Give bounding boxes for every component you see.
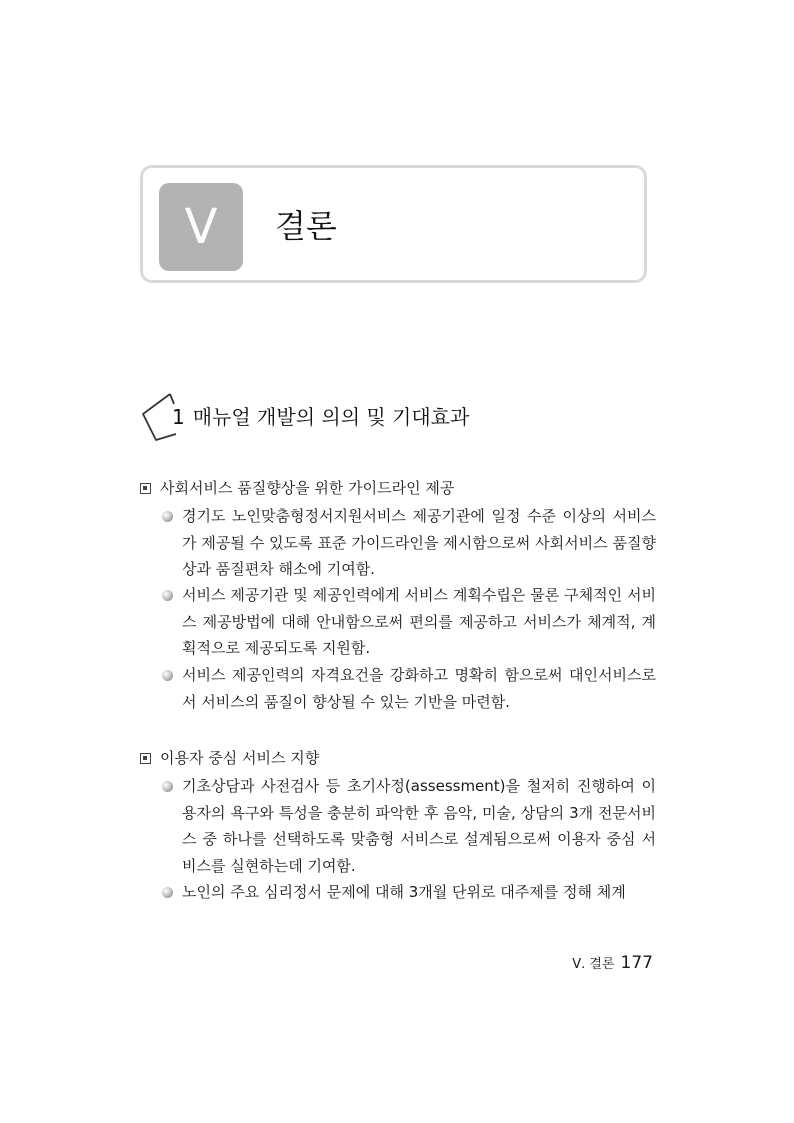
page-number: 177 xyxy=(620,953,653,973)
section-title xyxy=(172,404,469,430)
chapter-title: 결론 xyxy=(275,207,337,245)
section-number: 1 xyxy=(172,405,185,429)
list-item: 노인의 주요 심리정서 문제에 대해 3개월 단위로 대주제를 정해 체계 xyxy=(162,879,656,906)
sphere-bullet-icon xyxy=(162,887,173,898)
group-heading: 사회서비스 품질향상을 위한 가이드라인 제공 xyxy=(140,478,454,498)
list-item: 기초상담과 사전검사 등 초기사정(assessment)을 철저히 진행하여 이용자의 욕구와 특성을 충분히 파악한 후 음악, 미술, 상담의 3개 전문서비스 중 하나를 선택하도록 맞춤형 서비스로 설계됨으로써 이용자 중심 서비스를 실현하는데 기여함. xyxy=(162,773,656,879)
group-heading: 이용자 중심 서비스 지향 xyxy=(140,748,319,768)
chapter-title-box xyxy=(140,165,647,283)
square-bullet-icon xyxy=(140,483,151,494)
section-heading xyxy=(140,392,560,448)
list-item: 서비스 제공인력의 자격요건을 강화하고 명확히 함으로써 대인서비스로서 서비스의 품질이 향상될 수 있는 기반을 마련함. xyxy=(162,662,656,715)
sphere-bullet-icon xyxy=(162,511,173,522)
list-item: 경기도 노인맞춤형정서지원서비스 제공기관에 일정 수준 이상의 서비스가 제공될 수 있도록 표준 가이드라인을 제시함으로써 사회서비스 품질향상과 품질편차 해소에 기여함. xyxy=(162,503,656,583)
sphere-bullet-icon xyxy=(162,781,173,792)
list-item: 서비스 제공기관 및 제공인력에게 서비스 계획수립은 물론 구체적인 서비스 제공방법에 대해 안내함으로써 편의를 제공하고 서비스가 체계적, 계획적으로 제공되도록 지원함. xyxy=(162,582,656,662)
page-footer xyxy=(572,952,653,976)
footer-chapter-label: Ⅴ. 결론 xyxy=(572,957,615,972)
sphere-bullet-icon xyxy=(162,670,173,681)
section-title-text: 매뉴얼 개발의 의의 및 기대효과 xyxy=(192,405,470,429)
square-bullet-icon xyxy=(140,753,151,764)
chapter-number-badge: V xyxy=(159,183,243,271)
sphere-bullet-icon xyxy=(162,590,173,601)
